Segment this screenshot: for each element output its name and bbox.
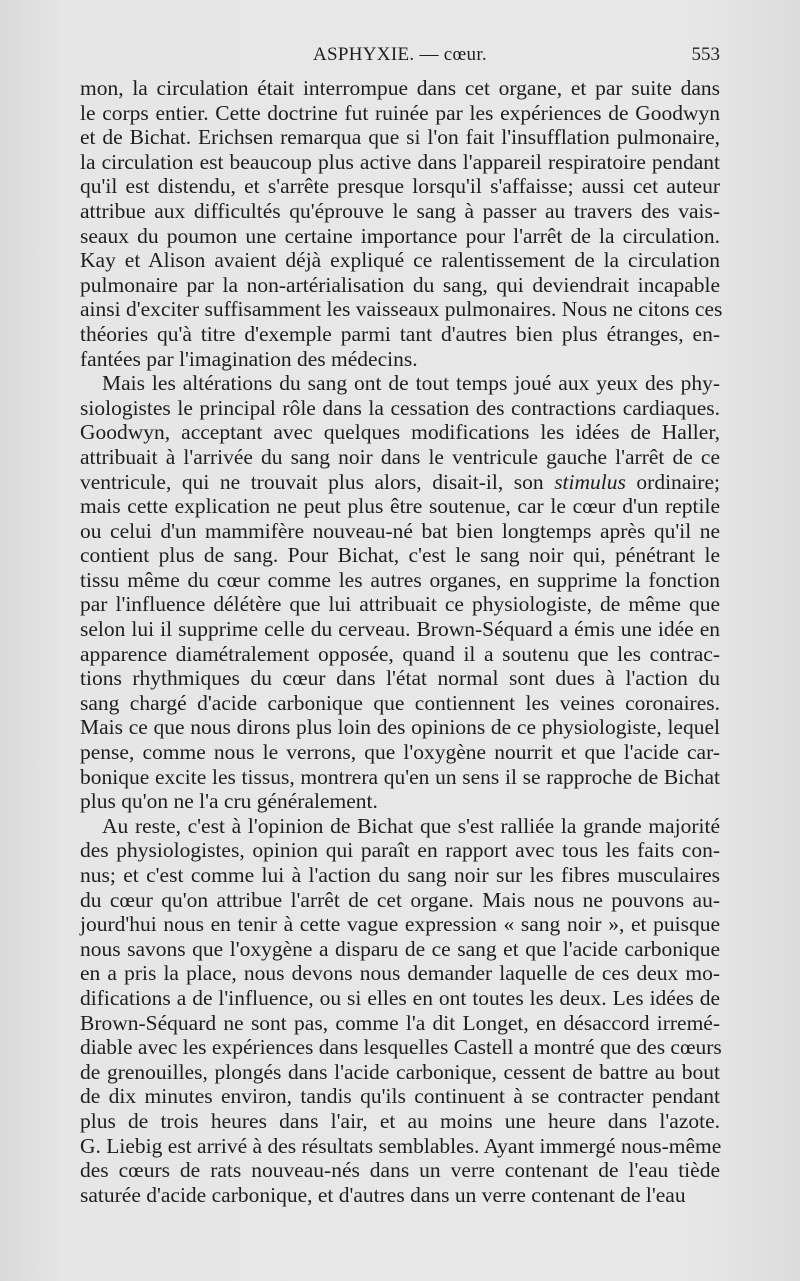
text-line: qu'il est distendu, et s'arrête presque lorsqu'il s'affaisse; aussi cet auteur <box>80 174 720 199</box>
text-line: la circulation est beaucoup plus active dans l'appareil respiratoire pendant <box>80 149 720 174</box>
text-line: selon lui il supprime celle du cerveau. Brown-Séquard a émis une idée en <box>80 617 720 642</box>
text-line: Brown-Séquard ne sont pas, comme l'a dit Longet, en désaccord irremé- <box>80 1010 720 1035</box>
text-line: Mais les altérations du sang ont de tout temps joué aux yeux des phy- <box>102 371 720 396</box>
text-line: Goodwyn, acceptant avec quelques modifications les idées de Haller, <box>80 420 720 445</box>
text-line: théories qu'à titre d'exemple parmi tant d'autres bien plus étranges, en- <box>80 321 720 346</box>
body-text <box>80 76 723 1207</box>
text-line: Kay et Alison avaient déjà expliqué ce ralentissement de la circulation <box>80 248 720 273</box>
text-line: seaux du poumon une certaine importance pour l'arrêt de la circulation. <box>80 223 720 248</box>
text-line: des cœurs de rats nouveau-nés dans un verre contenant de l'eau tiède <box>80 1158 720 1183</box>
text-line: ventricule, qui ne trouvait plus alors, disait-il, son stimulus ordinaire; <box>80 469 720 494</box>
paragraph <box>80 371 720 814</box>
text-line: ainsi d'exciter suffisamment les vaisseaux pulmonaires. Nous ne citons ces <box>80 297 723 322</box>
text-line: siologistes le principal rôle dans la cessation des contractions cardiaques. <box>80 395 720 420</box>
text-line: bonique excite les tissus, montrera qu'en un sens il se rapproche de Bichat <box>80 764 720 789</box>
text-line: jourd'hui nous en tenir à cette vague expression « sang noir », et puisque <box>80 912 720 937</box>
emphasis: stimulus <box>554 469 626 494</box>
text-line: Au reste, c'est à l'opinion de Bichat que s'est ralliée la grande majorité <box>102 813 720 838</box>
text-line: pense, comme nous le verrons, que l'oxygène nourrit et que l'acide car- <box>80 740 720 765</box>
text-line: de grenouilles, plongés dans l'acide carbonique, cessent de battre au bout <box>80 1059 720 1084</box>
text-line: en a pris la place, nous devons nous demander laquelle de ces deux mo- <box>80 961 720 986</box>
text-line: plus de trois heures dans l'air, et au moins une heure dans l'azote. <box>80 1108 720 1133</box>
text-line: diable avec les expériences dans lesquelles Castell a montré que des cœurs <box>80 1035 722 1060</box>
text-line: des physiologistes, opinion qui paraît en rapport avec tous les faits con- <box>80 838 720 863</box>
text-line: mais cette explication ne peut plus être soutenue, car le cœur d'un reptile <box>80 494 720 519</box>
text-line: pulmonaire par la non-artérialisation du sang, qui deviendrait incapable <box>80 272 720 297</box>
paragraph <box>80 76 723 371</box>
text-line: le corps entier. Cette doctrine fut ruinée par les expériences de Goodwyn <box>80 100 720 125</box>
text-line: tions rhythmiques du cœur dans l'état normal sont dues à l'action du <box>80 666 720 691</box>
text-line: attribuait à l'arrivée du sang noir dans le ventricule gauche l'arrêt de ce <box>80 444 720 469</box>
text-line: difications a de l'influence, ou si elles en ont toutes les deux. Les idées de <box>80 985 720 1010</box>
text-line: saturée d'acide carbonique, et d'autres dans un verre contenant de l'eau <box>80 1182 686 1207</box>
text-line: tissu même du cœur comme les autres organes, en supprime la fonction <box>80 567 720 592</box>
page-header <box>80 44 720 70</box>
text-line: nous savons que l'oxygène a disparu de ce sang et que l'acide carbonique <box>80 936 720 961</box>
running-head: ASPHYXIE. — cœur. <box>313 44 487 65</box>
text-line: ou celui d'un mammifère nouveau-né bat bien longtemps après qu'il ne <box>80 518 720 543</box>
text-line: attribue aux difficultés qu'éprouve le sang à passer au travers des vais- <box>80 198 720 223</box>
text-line: plus qu'on ne l'a cru généralement. <box>80 789 378 814</box>
text-line: Mais ce que nous dirons plus loin des opinions de ce physiologiste, lequel <box>80 715 720 740</box>
page-number: 553 <box>691 44 720 65</box>
paragraph <box>80 814 720 1208</box>
text-line: par l'influence délétère que lui attribuait ce physiologiste, de même que <box>80 592 720 617</box>
text-line: du cœur qu'on attribue l'arrêt de cet organe. Mais nous ne pouvons au- <box>80 887 720 912</box>
text-line: G. Liebig est arrivé à des résultats semblables. Ayant immergé nous-même <box>80 1133 722 1158</box>
text-line: mon, la circulation était interrompue dans cet organe, et par suite dans <box>80 76 720 100</box>
text-line: contient plus de sang. Pour Bichat, c'est le sang noir qui, pénétrant le <box>80 543 720 568</box>
text-line: sang chargé d'acide carbonique que contiennent les veines coronaires. <box>80 690 720 715</box>
text-line: nus; et c'est comme lui à l'action du sang noir sur les fibres musculaires <box>80 863 720 887</box>
text-line: fantées par l'imagination des médecins. <box>80 346 418 371</box>
text-line: et de Bichat. Erichsen remarqua que si l'on fait l'insufflation pulmonaire, <box>80 125 720 150</box>
text-line: de dix minutes environ, tandis qu'ils continuent à se contracter pendant <box>80 1084 720 1109</box>
text-line: apparence diamétralement opposée, quand il a soutenu que les contrac- <box>80 641 720 666</box>
